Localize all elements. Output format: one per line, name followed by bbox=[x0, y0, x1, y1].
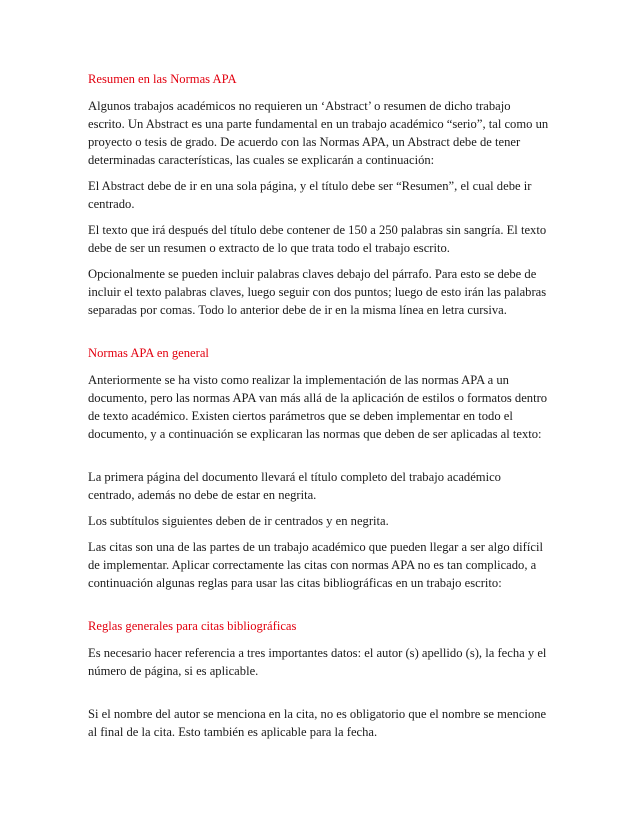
paragraph: La primera página del documento llevará el título completo del trabajo académico centrado, además no debe de estar en negrita. bbox=[88, 470, 501, 502]
section-spacer bbox=[88, 327, 550, 344]
document-body bbox=[88, 70, 550, 749]
section-heading-resumen: Resumen en las Normas APA bbox=[88, 72, 237, 86]
paragraph: Las citas son una de las partes de un trabajo académico que pueden llegar a ser algo difícil de implementar. Aplicar correctamente las citas con normas APA no es tan complicado, a continuación algunas reglas para usar las citas bibliográficas en un trabajo escrito: bbox=[88, 540, 543, 590]
paragraph: El Abstract debe de ir en una sola página, y el título debe ser “Resumen”, el cual debe ir centrado. bbox=[88, 179, 532, 211]
section-heading-normas-apa: Normas APA en general bbox=[88, 346, 209, 360]
paragraph-spacer bbox=[88, 688, 550, 705]
paragraph: Es necesario hacer referencia a tres importantes datos: el autor (s) apellido (s), la fecha y el número de página, si es aplicable. bbox=[88, 646, 547, 678]
paragraph: Si el nombre del autor se menciona en la cita, no es obligatorio que el nombre se mencione al final de la cita. Esto también es aplicable para la fecha. bbox=[88, 707, 547, 739]
paragraph-spacer bbox=[88, 451, 550, 468]
section-spacer bbox=[88, 600, 550, 617]
paragraph: Algunos trabajos académicos no requieren un ‘Abstract’ o resumen de dicho trabajo escrito. Un Abstract es una parte fundamental en un trabajo académico “serio”, tal como un proyecto o tesis de grado. De acuerdo con las Normas APA, un Abstract debe de tener determinadas características, las cuales se explicarán a continuación: bbox=[88, 99, 549, 167]
paragraph: El texto que irá después del título debe contener de 150 a 250 palabras sin sangría. El texto debe de ser un resumen o extracto de lo que trata todo el trabajo escrito. bbox=[88, 223, 547, 255]
paragraph: Los subtítulos siguientes deben de ir centrados y en negrita. bbox=[88, 514, 389, 528]
section-heading-reglas-citas: Reglas generales para citas bibliográficas bbox=[88, 619, 297, 633]
paragraph: Anteriormente se ha visto como realizar la implementación de las normas APA a un documento, pero las normas APA van más allá de la aplicación de estilos o formatos dentro de texto académico. Existen ciertos parámetros que se deben implementar en todo el documento, y a continuación se explicaran las normas que deben de ser aplicadas al texto: bbox=[88, 373, 548, 441]
paragraph: Opcionalmente se pueden incluir palabras claves debajo del párrafo. Para esto se debe de incluir el texto palabras claves, luego seguir con dos puntos; luego de esto irán las palabras separadas por comas. Todo lo anterior debe de ir en la misma línea en letra cursiva. bbox=[88, 267, 547, 317]
